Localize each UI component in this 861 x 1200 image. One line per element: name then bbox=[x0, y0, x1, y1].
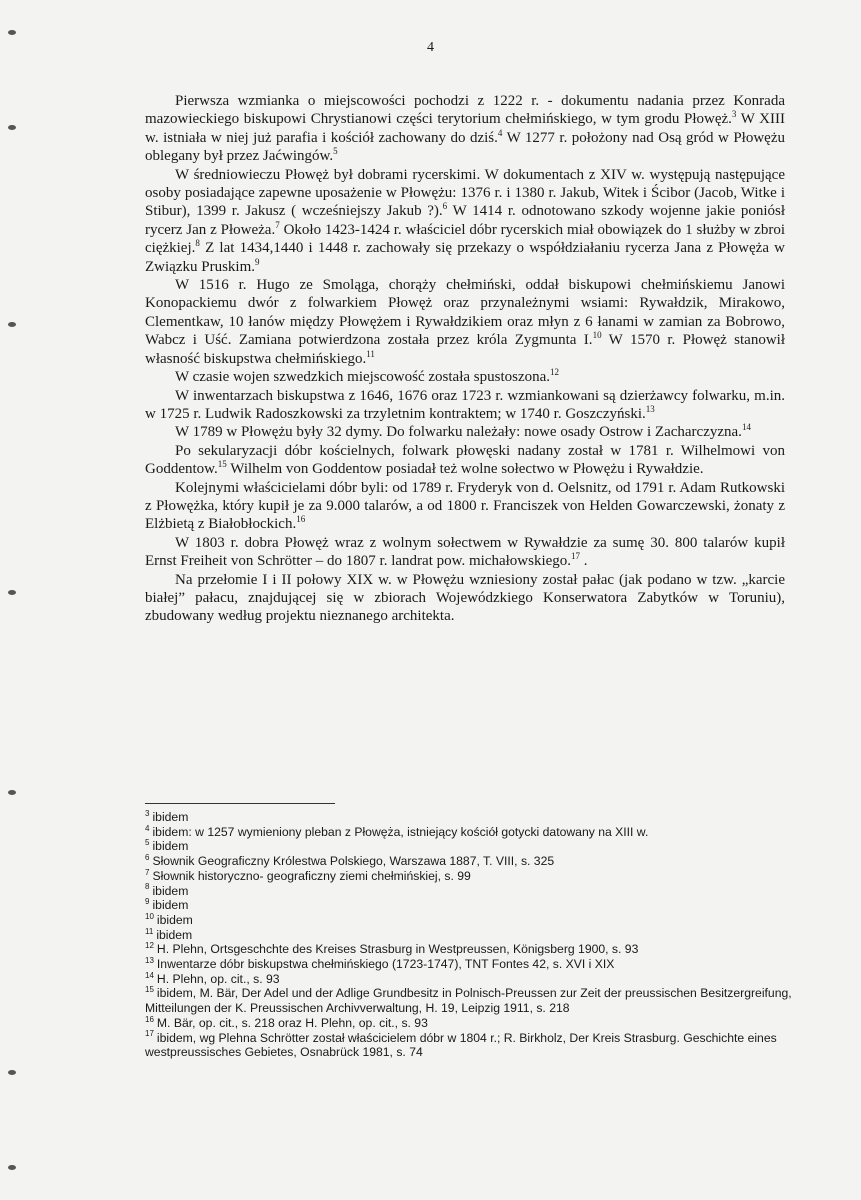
footnote-number: 5 bbox=[145, 838, 150, 848]
footnote-reference: 4 bbox=[497, 127, 503, 138]
footnote-number: 11 bbox=[145, 926, 154, 936]
footnote bbox=[145, 928, 795, 943]
footnote-reference: 3 bbox=[731, 109, 737, 120]
footnote-reference: 8 bbox=[195, 238, 200, 249]
footnote-text: Słownik Geograficzny Królestwa Polskiego, Warszawa 1887, T. VIII, s. 325 bbox=[152, 854, 555, 869]
footnote-text: ibidem bbox=[152, 898, 189, 913]
footnote bbox=[145, 1031, 795, 1060]
footnote bbox=[145, 810, 795, 825]
footnote-number: 17 bbox=[145, 1029, 154, 1039]
footnote-text: ibidem: w 1257 wymieniony pleban z Płowęża, istniejący kościół gotycki datowany na XIII w. bbox=[152, 824, 649, 839]
paragraph-text: W 1789 w Płowężu były 32 dymy. Do folwarku należały: nowe osady Ostrow i Zacharczyzna. bbox=[175, 424, 742, 441]
footnote-number: 7 bbox=[145, 867, 150, 877]
footnote-reference: 14 bbox=[741, 422, 751, 433]
footnote-separator bbox=[145, 803, 335, 804]
footnote-number: 8 bbox=[145, 882, 150, 892]
punch-hole-mark bbox=[8, 322, 16, 327]
paragraph bbox=[145, 92, 785, 166]
paragraph-text: . bbox=[580, 553, 588, 570]
footnote-number: 13 bbox=[145, 955, 154, 965]
footnote-text: ibidem bbox=[156, 927, 193, 942]
footnote-reference: 5 bbox=[333, 146, 338, 157]
footnote-text: ibidem, wg Plehna Schrötter został właścicielem dóbr w 1804 r.; R. Birkholz, Der Kreis Strasburg. Geschichte eines westpreussisches Gebietes, Osnabrück 1981, s. 74 bbox=[145, 1030, 777, 1060]
paragraph bbox=[145, 479, 785, 534]
paragraph-text: Kolejnymi właścicielami dóbr byli: od 1789 r. Fryderyk von d. Oelsnitz, od 1791 r. Adam Rutkowski z Płowężka, który kupił je za 9.000 talarów, a od 1800 r. Franciszek von Helden Gowarczewski, żonaty z Elżbietą z Białobłockich. bbox=[145, 479, 785, 533]
footnote bbox=[145, 972, 795, 987]
footnote-reference: 7 bbox=[275, 219, 280, 230]
footnote-text: M. Bär, op. cit., s. 218 oraz H. Plehn, op. cit., s. 93 bbox=[156, 1015, 428, 1030]
paragraph-text: Około 1423-1424 r. właściciel dóbr rycerskich miał obowiązek do 1 służby w zbroi ciężkiej. bbox=[145, 221, 785, 257]
footnote-reference: 6 bbox=[442, 201, 448, 212]
page-number: 4 bbox=[427, 40, 434, 55]
paragraph-text: W średniowieczu Płowęż był dobrami rycerskimi. W dokumentach z XIV w. występują następujące osoby posiadające zapewne uposażenie w Płowężu: 1376 r. i 1380 r. Jakub, Witek i Ścibor (Jacob, Witke i Stibur), 1399 r. Jakusz ( wcześniejszy Jakub ?). bbox=[145, 166, 785, 220]
footnote-text: Inwentarze dóbr biskupstwa chełmińskiego (1723-1747), TNT Fontes 42, s. XVI i XIX bbox=[156, 957, 615, 972]
footnote bbox=[145, 942, 795, 957]
footnote-reference: 16 bbox=[296, 514, 306, 525]
footnote-text: ibidem, M. Bär, Der Adel und der Adlige Grundbesitz in Polnisch-Preussen zur Zeit der preussischen Besitzergreifung, Mitteilungen der K. Preussischen Archivverwaltung, H. 19, Leipzig 1911, s. 218 bbox=[145, 986, 792, 1016]
paragraph-text: Na przełomie I i II połowy XIX w. w Płowężu wzniesiony został pałac (jak podano w tzw. „karcie białej” pałacu, znajdującej się w zbiorach Wojewódzkiego Konserwatora Zabytków w Toruniu), zbudowany według projektu nieznanego architekta. bbox=[145, 571, 785, 625]
paragraph bbox=[145, 534, 785, 571]
paragraph bbox=[145, 368, 785, 386]
footnote bbox=[145, 839, 795, 854]
footnote-number: 12 bbox=[145, 941, 154, 951]
footnote-reference: 10 bbox=[592, 330, 602, 341]
footnote bbox=[145, 869, 795, 884]
footnote bbox=[145, 825, 795, 840]
footnote-text: ibidem bbox=[152, 883, 189, 898]
footnote-number: 15 bbox=[145, 985, 154, 995]
paragraph-text: W 1516 r. Hugo ze Smoląga, chorąży chełmiński, oddał biskupowi chełmińskiemu Janowi Konopackiemu dwór z folwarkiem Płowęż oraz przynależnymi wsiami: Rywałdzik, Mirakowo, Clementkaw, 10 łanów między Płowężem i Rywałdzikiem oraz młyn z 6 łanami w zamian za Bobrowo, Wabcz i Uść. Zamiana potwierdzona została przez króla Zygmunta I. bbox=[145, 277, 785, 349]
punch-hole-mark bbox=[8, 790, 16, 795]
paragraph-text: W czasie wojen szwedzkich miejscowość została spustoszona. bbox=[175, 369, 551, 386]
footnote bbox=[145, 1016, 795, 1031]
punch-hole-mark bbox=[8, 1165, 16, 1170]
footnote-reference: 9 bbox=[255, 256, 260, 267]
paragraph-text: Wilhelm von Goddentow posiadał też wolne sołectwo w Płowężu i Rywałdzie. bbox=[226, 461, 704, 478]
punch-hole-mark bbox=[8, 1070, 16, 1075]
punch-hole-mark bbox=[8, 125, 16, 130]
footnote-reference: 11 bbox=[366, 348, 375, 359]
footnote-number: 3 bbox=[145, 808, 150, 818]
paragraph bbox=[145, 423, 785, 441]
paragraph-text: W 1277 r. położony nad Osą gród w Płowężu oblegany był przez Jaćwingów. bbox=[145, 129, 785, 165]
paragraph bbox=[145, 442, 785, 479]
footnote-reference: 17 bbox=[571, 551, 581, 562]
footnote bbox=[145, 854, 795, 869]
footnote bbox=[145, 884, 795, 899]
paragraph-text: Pierwsza wzmianka o miejscowości pochodzi z 1222 r. - dokumentu nadania przez Konrada mazowieckiego biskupowi Chrystianowi części terytorium chełmińskiego, w tym grodu Płowęż. bbox=[145, 93, 785, 128]
footnote-number: 6 bbox=[145, 853, 150, 863]
footnote-text: ibidem bbox=[152, 810, 189, 824]
footnote bbox=[145, 898, 795, 913]
paragraph bbox=[145, 387, 785, 424]
footnotes bbox=[145, 810, 795, 1060]
footnote-text: Słownik historyczno- geograficzny ziemi chełmińskiej, s. 99 bbox=[152, 868, 471, 883]
paragraph bbox=[145, 166, 785, 276]
footnote-reference: 13 bbox=[645, 403, 655, 414]
paragraph-text: W XIII w. istniała w niej już parafia i kościół zachowany do dziś. bbox=[145, 111, 785, 146]
punch-hole-mark bbox=[8, 30, 16, 35]
paragraph bbox=[145, 571, 785, 626]
footnote-reference: 12 bbox=[550, 367, 560, 378]
footnote-text: H. Plehn, op. cit., s. 93 bbox=[156, 971, 280, 986]
paragraph-text: W 1414 r. odnotowano szkody wojenne jakie poniósł rycerz Jan z Płoweża. bbox=[145, 203, 785, 238]
footnote-text: ibidem bbox=[156, 912, 193, 927]
paragraph-text: W inwentarzach biskupstwa z 1646, 1676 oraz 1723 r. wzmiankowani są dzierżawcy folwarku, m.in. w 1725 r. Ludwik Radoszkowski za trzyletnim kontraktem; w 1740 r. Goszczyński. bbox=[145, 387, 785, 422]
punch-hole-mark bbox=[8, 590, 16, 595]
footnote-number: 16 bbox=[145, 1014, 154, 1024]
footnote bbox=[145, 986, 795, 1015]
footnote-number: 4 bbox=[145, 823, 150, 833]
paragraph-text: Z lat 1434,1440 i 1448 r. zachowały się przekazy o współdziałaniu rycerza Jana z Płowęża w Związku Pruskim. bbox=[145, 240, 785, 275]
paragraph-text: W 1803 r. dobra Płowęż wraz z wolnym sołectwem w Rywałdzie za sumę 30. 800 talarów kupił Ernst Freiheit von Schrötter – do 1807 r. landrat pow. michałowskiego. bbox=[145, 534, 785, 570]
paragraph bbox=[145, 276, 785, 368]
footnote-number: 14 bbox=[145, 970, 154, 980]
footnote-number: 9 bbox=[145, 897, 150, 907]
paragraph-text: W 1570 r. Płowęż stanowił własność biskupstwa chełmińskiego. bbox=[145, 332, 785, 367]
footnote bbox=[145, 913, 795, 928]
footnote-text: ibidem bbox=[152, 839, 189, 854]
footnote-text: H. Plehn, Ortsgeschchte des Kreises Strasburg in Westpreussen, Königsberg 1900, s. 93 bbox=[156, 942, 639, 957]
footnote-reference: 15 bbox=[217, 459, 227, 470]
footnote-number: 10 bbox=[145, 911, 154, 921]
body-text bbox=[145, 92, 785, 626]
paragraph-text: Po sekularyzacji dóbr kościelnych, folwark płowęski nadany został w 1781 r. Wilhelmowi von Goddentow. bbox=[145, 442, 785, 478]
footnote bbox=[145, 957, 795, 972]
